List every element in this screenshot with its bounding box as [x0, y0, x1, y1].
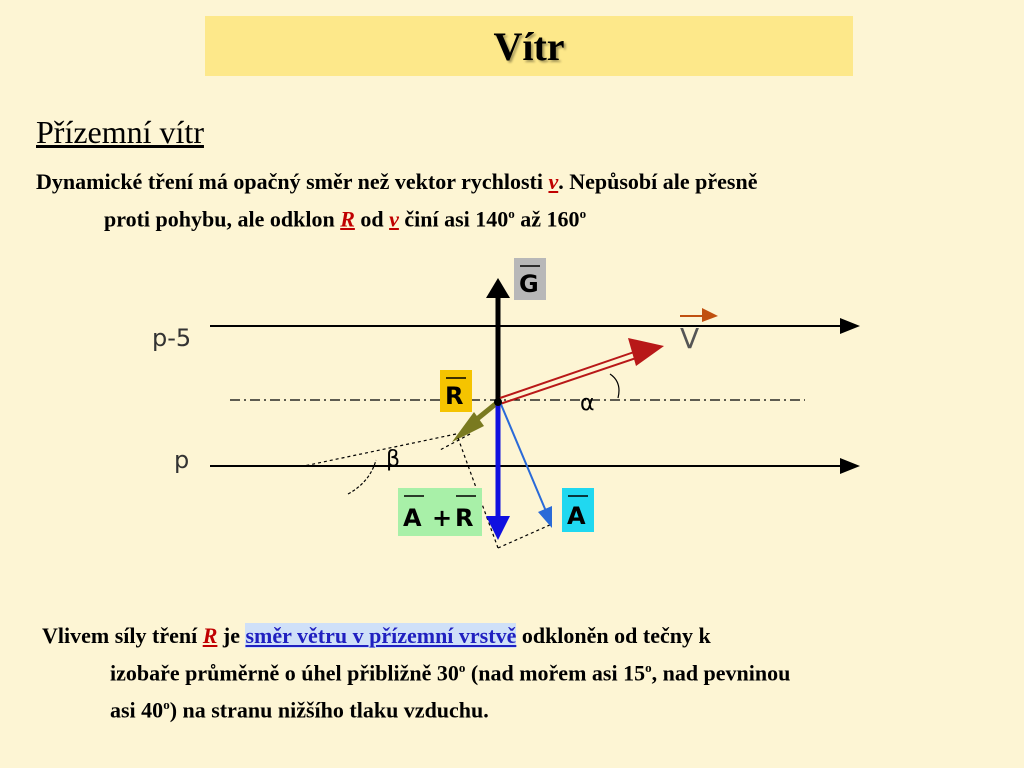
label-A: A: [567, 502, 586, 530]
subtitle: Přízemní vítr: [36, 114, 204, 150]
paragraph-line: [36, 198, 996, 235]
paragraph-line: [36, 166, 996, 198]
label-plus: +: [432, 504, 453, 532]
text-run: . Nepůsobí ale přesně: [558, 169, 758, 194]
text-run: (nad mořem asi 15: [470, 660, 646, 686]
gravity-arrowhead: [486, 278, 510, 298]
label-G: G: [519, 270, 539, 298]
variable-v: v: [389, 206, 399, 232]
degree-sign: o: [579, 206, 587, 221]
friction-extension: [440, 434, 470, 450]
text-run: Dynamické tření má opačný směr než vektor rychlosti: [36, 169, 543, 194]
friction-extension: [304, 434, 456, 466]
text-run: asi 40: [110, 697, 164, 723]
pressure-gradient-arrowhead: [538, 506, 552, 528]
label-alpha: α: [580, 391, 595, 416]
label-p5: p-5: [152, 324, 192, 352]
paragraph-line: [42, 652, 997, 689]
velocity-arrowhead: [628, 338, 664, 366]
origin-point: [494, 398, 502, 406]
angle-alpha-arc: [610, 374, 619, 398]
degree-sign: o: [163, 697, 170, 713]
parallelogram-side: [498, 524, 552, 548]
degree-sign: o: [458, 660, 466, 675]
label-V: V: [680, 322, 700, 355]
label-beta: β: [386, 447, 401, 472]
title-bar: [205, 16, 853, 76]
text-run: činí asi 140: [404, 206, 509, 232]
paragraph-line: [42, 620, 997, 652]
velocity-label-arrowhead: [702, 308, 718, 322]
variable-R: R: [202, 623, 218, 648]
label-A-sum: A: [403, 504, 422, 532]
paragraph-friction: [36, 166, 996, 235]
resultant-arrowhead: [486, 516, 510, 540]
pressure-gradient-vector: [500, 402, 548, 516]
text-run: až 160: [520, 206, 580, 232]
text-run: odkloněn od tečny k: [521, 623, 711, 648]
label-p: p: [174, 446, 190, 474]
variable-R: R: [340, 206, 355, 232]
text-run: proti pohybu, ale odklon: [104, 206, 335, 232]
degree-sign: o: [508, 206, 515, 221]
surface-wind-link[interactable]: směr větru v přízemní vrstvě: [245, 623, 517, 648]
text-run: izobaře průměrně o úhel přibližně 30: [110, 660, 459, 686]
velocity-vector: [500, 356, 642, 404]
label-R: R: [445, 382, 464, 410]
isobar-arrowhead: [840, 458, 860, 474]
isobar-arrowhead: [840, 318, 860, 334]
wind-vector-diagram: [140, 250, 880, 570]
page-title: Vítr: [493, 23, 565, 69]
text-run: , nad pevninou: [651, 660, 791, 686]
text-run: je: [222, 623, 240, 648]
label-R-sum: R: [455, 504, 474, 532]
paragraph-conclusion: [42, 620, 997, 727]
degree-sign: o: [645, 660, 652, 675]
text-run: Vlivem síly tření: [42, 623, 198, 648]
paragraph-line: [42, 689, 997, 726]
text-run: od: [360, 206, 384, 232]
variable-v: v: [548, 169, 559, 194]
text-run: ) na stranu nižšího tlaku vzduchu.: [169, 697, 489, 723]
